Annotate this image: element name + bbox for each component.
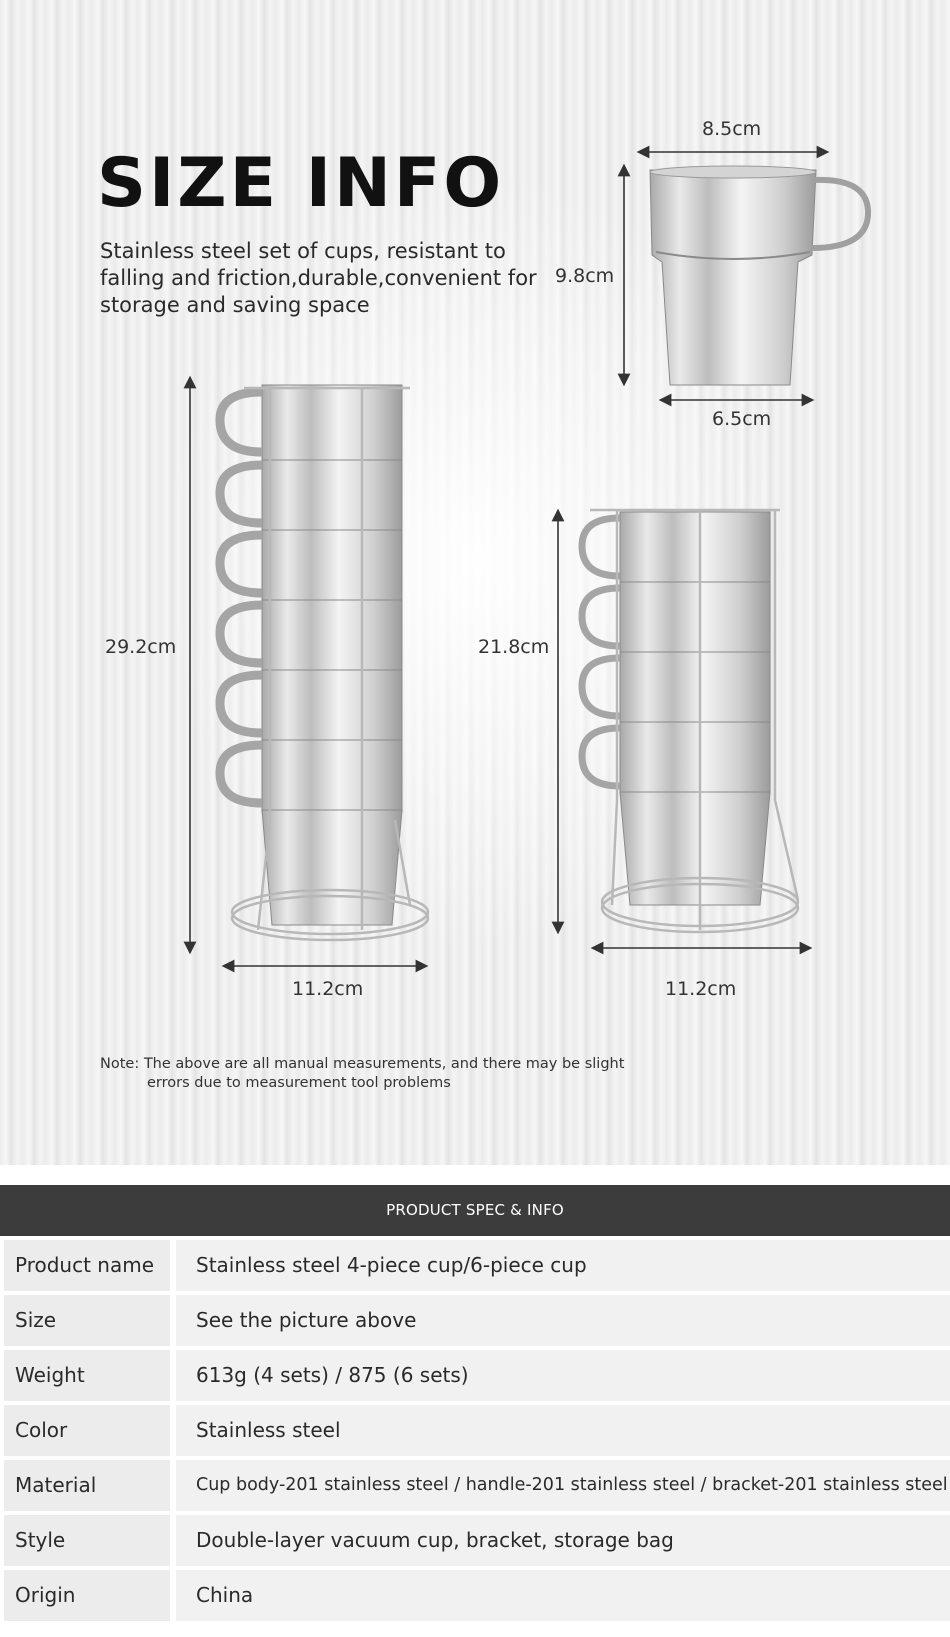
spec-row-weight: [0, 1350, 950, 1401]
spec-label: Color: [4, 1405, 170, 1456]
spec-value: Stainless steel 4-piece cup/6-piece cup: [176, 1240, 950, 1291]
spec-value: 613g (4 sets) / 875 (6 sets): [176, 1350, 950, 1401]
spec-row-style: [0, 1515, 950, 1566]
spec-value: Stainless steel: [176, 1405, 950, 1456]
four-cup-stack-image: [582, 510, 798, 932]
dim-four-stack-width: 11.2cm: [665, 978, 737, 1000]
note-line-1: Note: The above are all manual measurements, and there may be slight: [100, 1056, 625, 1072]
spec-row-material: [0, 1460, 950, 1511]
dim-six-stack-width: 11.2cm: [292, 978, 364, 1000]
dim-single-cup-bottom-width: 6.5cm: [712, 408, 772, 430]
spec-row-color: [0, 1405, 950, 1456]
spec-label: Style: [4, 1515, 170, 1566]
dim-six-stack-height: 29.2cm: [105, 636, 177, 658]
spec-value: Cup body-201 stainless steel / handle-201 stainless steel / bracket-201 stainless steel: [176, 1460, 950, 1511]
single-cup-image: [650, 166, 868, 385]
page-title: SIZE INFO: [97, 144, 505, 223]
product-description: Stainless steel set of cups, resistant to falling and friction,durable,convenient for storage and saving space: [100, 239, 537, 317]
spec-value: See the picture above: [176, 1295, 950, 1346]
note-line-2: errors due to measurement tool problems: [147, 1075, 451, 1091]
six-cup-stack-image: [220, 385, 428, 940]
spec-label: Weight: [4, 1350, 170, 1401]
spec-row-size: [0, 1295, 950, 1346]
spec-section-header: PRODUCT SPEC & INFO: [0, 1185, 950, 1236]
dim-single-cup-top-width: 8.5cm: [702, 118, 762, 140]
spec-label: Origin: [4, 1570, 170, 1621]
dim-four-stack-height: 21.8cm: [478, 636, 550, 658]
spec-label: Product name: [4, 1240, 170, 1291]
spec-label: Material: [4, 1460, 170, 1511]
spec-value: China: [176, 1570, 950, 1621]
spec-row-product-name: [0, 1240, 950, 1291]
spec-label: Size: [4, 1295, 170, 1346]
spec-value: Double-layer vacuum cup, bracket, storage bag: [176, 1515, 950, 1566]
dim-single-cup-height: 9.8cm: [555, 265, 615, 287]
measurement-note: [100, 1055, 660, 1093]
spec-row-origin: [0, 1570, 950, 1621]
spec-table: [0, 1240, 950, 1625]
